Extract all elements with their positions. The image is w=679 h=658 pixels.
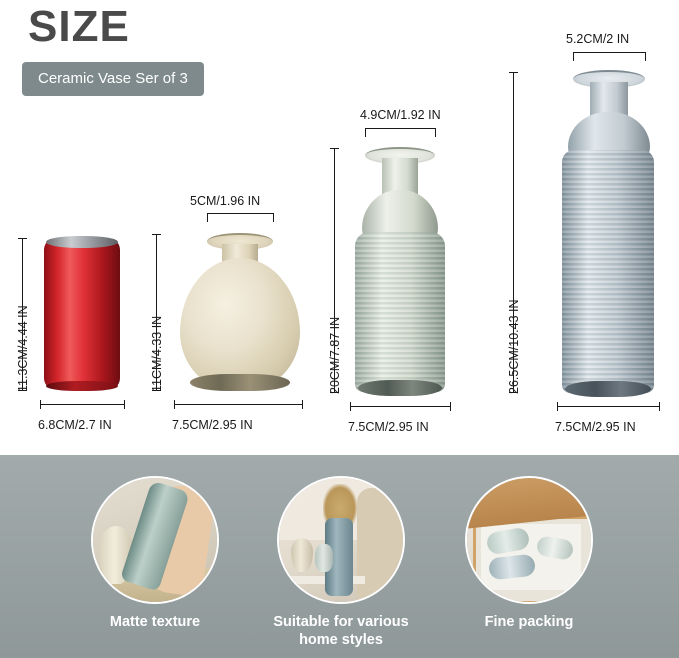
feature-home-styles <box>246 476 436 649</box>
medium-vase-width-line <box>350 406 450 407</box>
feature-caption-line2: home styles <box>299 632 383 648</box>
small-vase-height-label: 11CM/4.33 IN <box>150 315 164 392</box>
large-vase-width-line <box>557 406 659 407</box>
small-vase-body <box>180 258 300 391</box>
large-vase-top-line <box>573 52 645 53</box>
small-vase-top-line <box>207 213 273 214</box>
small-vase-top-tick-left <box>207 213 208 222</box>
large-vase-height-label: 26.5CM/10.43 IN <box>507 299 521 394</box>
medium-vase-height-label: 20CM/7.87 IN <box>328 316 342 394</box>
medium-vase-top-label: 4.9CM/1.92 IN <box>360 108 441 122</box>
feature-matte-texture <box>60 476 250 631</box>
photo-styled-interior <box>279 478 403 602</box>
can-width-line <box>40 404 124 405</box>
can-height-label: 11.3CM/4.44 IN <box>16 305 30 392</box>
small-cream-vase-photo <box>291 538 313 572</box>
can-height-tick-top <box>18 238 27 239</box>
feature-caption-matte-texture: Matte texture <box>109 614 201 630</box>
small-vase-base <box>190 374 290 391</box>
large-vase-body <box>562 150 654 393</box>
medium-vase-width-tick-right <box>450 402 451 411</box>
large-vase-width-tick-right <box>659 402 660 411</box>
photo-packaging-box <box>467 478 591 602</box>
page-title: SIZE <box>28 2 130 51</box>
medium-vase-base <box>358 380 442 396</box>
medium-vase-width-tick-left <box>350 402 351 411</box>
product-name-badge: Ceramic Vase Ser of 3 <box>22 62 204 96</box>
photo-hand-holding-vase <box>93 478 217 602</box>
soda-can-body <box>44 240 120 388</box>
medium-vase-top-tick-right <box>435 128 436 137</box>
large-vase-top-label: 5.2CM/2 IN <box>566 32 630 46</box>
feature-caption-home-styles <box>246 613 436 649</box>
small-green-vase-photo <box>315 544 333 572</box>
small-vase-top-label: 5CM/1.96 IN <box>190 194 261 208</box>
soda-can-bottom <box>46 381 118 391</box>
large-vase-top-tick-left <box>573 52 574 61</box>
feature-strip <box>0 455 679 658</box>
small-vase-width-label: 7.5CM/2.95 IN <box>172 418 253 432</box>
medium-vase-top-tick-left <box>365 128 366 137</box>
large-vase-height-tick-top <box>509 72 518 73</box>
medium-vase-top-line <box>365 128 435 129</box>
can-width-tick-left <box>40 400 41 409</box>
feature-caption-fine-packing: Fine packing <box>484 614 574 630</box>
small-vase-width-tick-left <box>174 400 175 409</box>
feature-image-fine-packing <box>465 476 593 604</box>
feature-image-matte-texture <box>91 476 219 604</box>
medium-vase-body <box>355 232 445 392</box>
can-width-label: 6.8CM/2.7 IN <box>38 418 112 432</box>
medium-vase-height-tick-top <box>330 148 339 149</box>
feature-fine-packing <box>434 476 624 631</box>
soda-can-top <box>46 236 118 248</box>
feature-caption-line1: Suitable for various <box>273 614 409 630</box>
can-width-tick-right <box>124 400 125 409</box>
large-vase-base <box>565 381 651 397</box>
apron <box>357 488 403 602</box>
feature-image-home-styles <box>277 476 405 604</box>
medium-vase-width-label: 7.5CM/2.95 IN <box>348 420 429 434</box>
small-vase-width-tick-right <box>302 400 303 409</box>
small-vase-height-tick-top <box>152 234 161 235</box>
large-vase-width-label: 7.5CM/2.95 IN <box>555 420 636 434</box>
large-vase-top-tick-right <box>645 52 646 61</box>
small-vase-width-line <box>174 404 302 405</box>
large-vase-width-tick-left <box>557 402 558 411</box>
small-vase-top-tick-right <box>273 213 274 222</box>
